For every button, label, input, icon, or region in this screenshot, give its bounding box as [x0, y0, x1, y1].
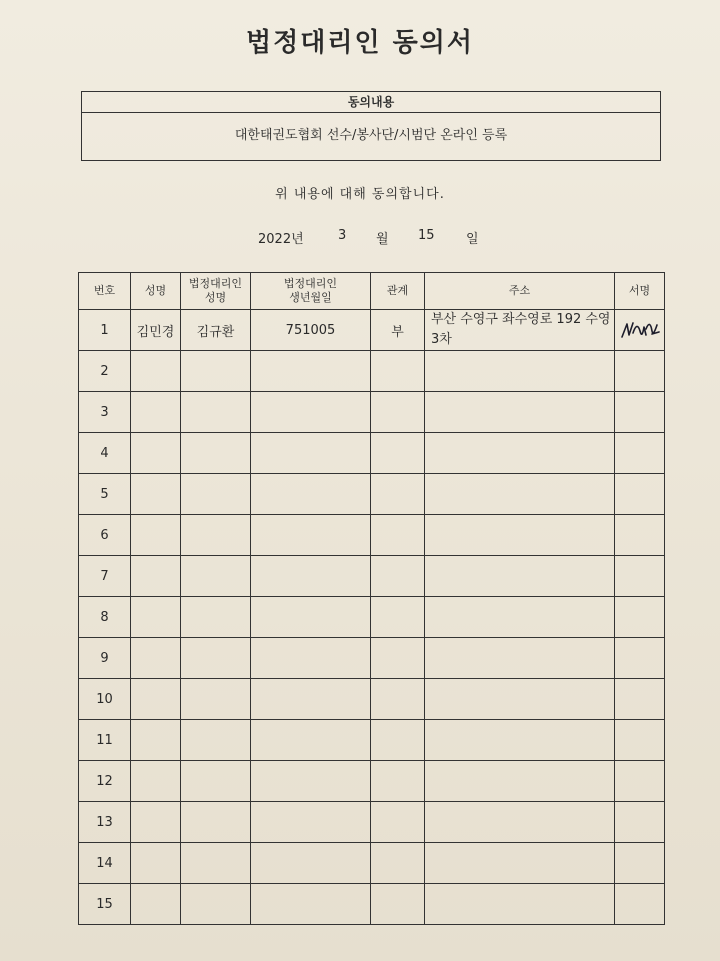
row-number-cell: 12 [79, 761, 131, 802]
signature-cell [615, 802, 665, 843]
table-row [79, 597, 665, 638]
guardian-birthdate-cell [251, 597, 371, 638]
student-name-cell [131, 638, 181, 679]
address-cell [425, 884, 615, 925]
guardian-name-cell [181, 884, 251, 925]
relation-cell [371, 433, 425, 474]
address-cell [425, 556, 615, 597]
header-guardian-birthdate: 법정대리인 생년월일 [251, 273, 371, 310]
signature-cell [615, 310, 665, 351]
row-number-cell: 3 [79, 392, 131, 433]
relation-cell [371, 761, 425, 802]
relation-cell [371, 392, 425, 433]
relation-cell [371, 720, 425, 761]
row-number-cell: 1 [79, 310, 131, 351]
address-cell: 부산 수영구 좌수영로 192 수영3차 [425, 310, 615, 351]
table-row [79, 556, 665, 597]
table-header-row [79, 273, 665, 310]
relation-cell [371, 474, 425, 515]
guardian-table [78, 272, 665, 925]
signature-cell [615, 515, 665, 556]
table-row [79, 679, 665, 720]
guardian-name-cell [181, 761, 251, 802]
guardian-name-cell [181, 433, 251, 474]
address-cell [425, 638, 615, 679]
signature-cell [615, 392, 665, 433]
guardian-birthdate-cell [251, 843, 371, 884]
date-day: 15 [418, 228, 435, 243]
guardian-birthdate-cell [251, 392, 371, 433]
guardian-name-cell [181, 351, 251, 392]
guardian-name-cell: 김규환 [181, 310, 251, 351]
guardian-birthdate-cell [251, 761, 371, 802]
row-number-cell: 8 [79, 597, 131, 638]
guardian-name-cell [181, 474, 251, 515]
relation-cell [371, 556, 425, 597]
student-name-cell [131, 433, 181, 474]
address-cell [425, 351, 615, 392]
student-name-cell [131, 351, 181, 392]
row-number-cell: 9 [79, 638, 131, 679]
address-cell [425, 761, 615, 802]
agreement-statement: 위 내용에 대해 동의합니다. [275, 187, 445, 202]
date-year: 2022년 [258, 232, 304, 247]
relation-cell [371, 597, 425, 638]
address-cell [425, 474, 615, 515]
relation-cell [371, 679, 425, 720]
guardian-birthdate-cell: 751005 [251, 310, 371, 351]
table-row [79, 310, 665, 351]
guardian-birthdate-cell [251, 884, 371, 925]
row-number-cell: 4 [79, 433, 131, 474]
consent-box [81, 91, 661, 161]
guardian-birthdate-cell [251, 720, 371, 761]
guardian-birthdate-cell [251, 351, 371, 392]
student-name-cell [131, 515, 181, 556]
relation-cell [371, 351, 425, 392]
address-cell [425, 720, 615, 761]
relation-cell [371, 802, 425, 843]
date-month-label: 월 [376, 232, 389, 247]
address-cell [425, 433, 615, 474]
row-number-cell: 15 [79, 884, 131, 925]
table-row [79, 761, 665, 802]
header-number: 번호 [79, 273, 131, 310]
header-relation: 관계 [371, 273, 425, 310]
signature-cell [615, 474, 665, 515]
student-name-cell [131, 597, 181, 638]
address-cell [425, 802, 615, 843]
table-row [79, 351, 665, 392]
student-name-cell [131, 474, 181, 515]
table-row [79, 392, 665, 433]
row-number-cell: 6 [79, 515, 131, 556]
address-cell [425, 392, 615, 433]
student-name-cell [131, 761, 181, 802]
address-cell [425, 679, 615, 720]
row-number-cell: 2 [79, 351, 131, 392]
guardian-name-cell [181, 556, 251, 597]
table-row [79, 884, 665, 925]
address-cell [425, 597, 615, 638]
student-name-cell [131, 556, 181, 597]
relation-cell [371, 638, 425, 679]
header-guardian-name: 법정대리인 성명 [181, 273, 251, 310]
header-signature: 서명 [615, 273, 665, 310]
row-number-cell: 14 [79, 843, 131, 884]
student-name-cell [131, 679, 181, 720]
table-row [79, 515, 665, 556]
table-row [79, 720, 665, 761]
table-row [79, 474, 665, 515]
signature-cell [615, 720, 665, 761]
guardian-name-cell [181, 392, 251, 433]
guardian-name-cell [181, 597, 251, 638]
guardian-birthdate-cell [251, 556, 371, 597]
guardian-birthdate-cell [251, 433, 371, 474]
address-cell [425, 843, 615, 884]
guardian-name-cell [181, 679, 251, 720]
row-number-cell: 7 [79, 556, 131, 597]
signature-cell [615, 556, 665, 597]
guardian-birthdate-cell [251, 679, 371, 720]
signature-cell [615, 884, 665, 925]
signature-cell [615, 761, 665, 802]
date-day-label: 일 [466, 232, 479, 247]
guardian-birthdate-cell [251, 474, 371, 515]
row-number-cell: 10 [79, 679, 131, 720]
table-row [79, 843, 665, 884]
header-name: 성명 [131, 273, 181, 310]
row-number-cell: 5 [79, 474, 131, 515]
guardian-birthdate-cell [251, 515, 371, 556]
relation-cell [371, 843, 425, 884]
student-name-cell: 김민경 [131, 310, 181, 351]
student-name-cell [131, 720, 181, 761]
guardian-name-cell [181, 802, 251, 843]
signature-cell [615, 597, 665, 638]
header-address: 주소 [425, 273, 615, 310]
handwritten-signature [619, 315, 661, 345]
relation-cell: 부 [371, 310, 425, 351]
student-name-cell [131, 802, 181, 843]
signature-cell [615, 433, 665, 474]
guardian-name-cell [181, 720, 251, 761]
table-row [79, 638, 665, 679]
row-number-cell: 11 [79, 720, 131, 761]
relation-cell [371, 515, 425, 556]
guardian-birthdate-cell [251, 802, 371, 843]
relation-cell [371, 884, 425, 925]
address-cell [425, 515, 615, 556]
guardian-name-cell [181, 515, 251, 556]
document-title: 법정대리인 동의서 [246, 28, 474, 58]
student-name-cell [131, 392, 181, 433]
signature-cell [615, 638, 665, 679]
signature-cell [615, 679, 665, 720]
date-month: 3 [338, 228, 347, 243]
row-number-cell: 13 [79, 802, 131, 843]
table-row [79, 433, 665, 474]
table-body [79, 310, 665, 925]
guardian-name-cell [181, 638, 251, 679]
student-name-cell [131, 843, 181, 884]
student-name-cell [131, 884, 181, 925]
signature-cell [615, 843, 665, 884]
consent-content: 대한태권도협회 선수/봉사단/시범단 온라인 등록 [234, 128, 508, 143]
guardian-name-cell [181, 843, 251, 884]
signature-cell [615, 351, 665, 392]
table-row [79, 802, 665, 843]
consent-header: 동의내용 [82, 92, 660, 113]
guardian-birthdate-cell [251, 638, 371, 679]
